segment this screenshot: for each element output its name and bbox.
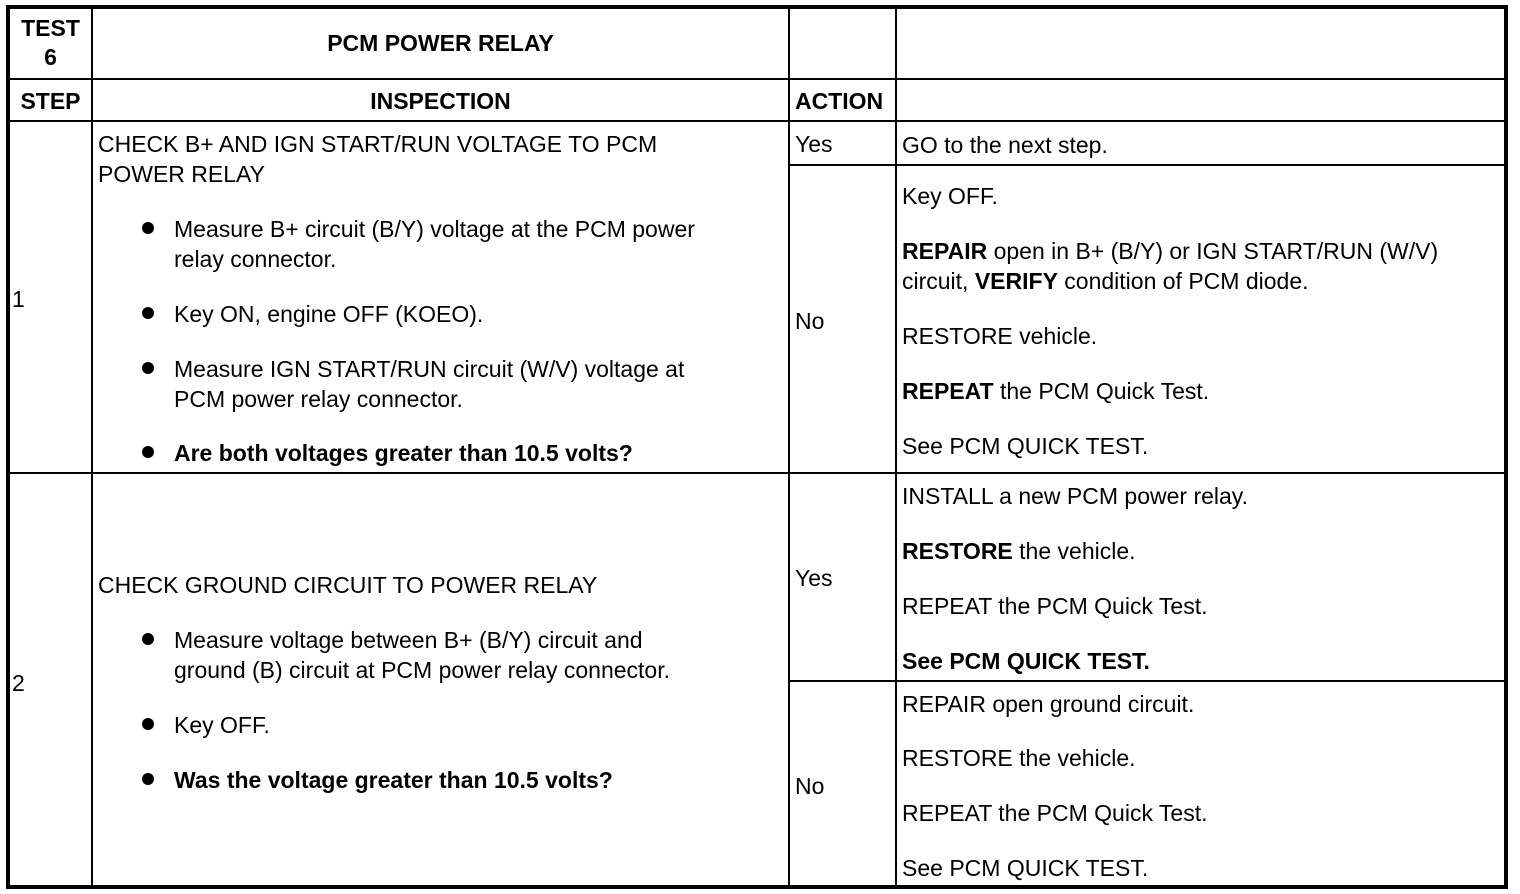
test-number: 6	[44, 44, 57, 70]
action-yes-text: REPEAT the PCM Quick Test.	[902, 593, 1208, 619]
action-rest: the vehicle.	[1012, 538, 1136, 564]
action-yes-text: INSTALL a new PCM power relay.	[902, 483, 1248, 509]
divider-step2-yes-no	[788, 680, 1508, 682]
table-border-bottom	[6, 885, 1508, 889]
divider-step1-step2	[6, 472, 1508, 474]
action-no-text-continued	[902, 266, 1309, 296]
divider-step1-yes-no	[788, 164, 1508, 166]
divider-step-col	[91, 5, 93, 889]
action-no-text: RESTORE the vehicle.	[902, 745, 1136, 771]
bullet-icon	[142, 307, 154, 319]
inspection-bullet-continued: relay connector.	[174, 246, 337, 272]
action-no-label: No	[795, 308, 825, 334]
bullet-icon	[142, 718, 154, 730]
action-rest: circuit,	[902, 268, 975, 294]
divider-header-row	[6, 120, 1508, 122]
inspection-question: Was the voltage greater than 10.5 volts?	[174, 767, 613, 793]
bullet-icon	[142, 222, 154, 234]
action-verb: VERIFY	[974, 268, 1058, 294]
action-yes-label: Yes	[795, 565, 833, 591]
action-verb: RESTORE	[902, 538, 1013, 564]
action-yes-text: See PCM QUICK TEST.	[902, 648, 1150, 674]
column-header-step: STEP	[20, 88, 81, 114]
action-verb: REPAIR	[902, 238, 988, 264]
bullet-icon	[142, 633, 154, 645]
column-header-action: ACTION	[795, 88, 884, 114]
inspection-bullet: Measure B+ circuit (B/Y) voltage at the PCM power	[174, 216, 695, 242]
action-no-text: REPEAT the PCM Quick Test.	[902, 800, 1208, 826]
table-border-right	[1504, 5, 1508, 889]
inspection-bullet-continued: ground (B) circuit at PCM power relay connector.	[174, 657, 670, 683]
action-no-text: REPAIR open ground circuit.	[902, 691, 1195, 717]
action-yes-text	[902, 536, 1136, 566]
action-rest: the PCM Quick Test.	[993, 378, 1210, 404]
bullet-icon	[142, 446, 154, 458]
action-no-text: See PCM QUICK TEST.	[902, 855, 1149, 881]
action-no-text: See PCM QUICK TEST.	[902, 433, 1149, 459]
inspection-bullet-continued: PCM power relay connector.	[174, 386, 463, 412]
action-rest: open in B+ (B/Y) or IGN START/RUN (W/V)	[987, 238, 1439, 264]
bullet-icon	[142, 773, 154, 785]
step-number: 1	[12, 286, 25, 312]
inspection-bullet: Measure voltage between B+ (B/Y) circuit and	[174, 627, 643, 653]
action-yes-label: Yes	[795, 131, 833, 157]
test-label: TEST	[21, 15, 80, 41]
action-no-text: Key OFF.	[902, 183, 998, 209]
action-rest: condition of PCM diode.	[1057, 268, 1309, 294]
column-header-inspection: INSPECTION	[370, 88, 511, 114]
inspection-question: Are both voltages greater than 10.5 volts?	[174, 440, 633, 466]
action-no-label: No	[795, 773, 825, 799]
table-border-top	[6, 5, 1508, 9]
divider-inspection-col	[788, 5, 790, 889]
action-no-text	[902, 236, 1438, 266]
divider-action-col	[895, 5, 897, 889]
divider-title-row	[6, 78, 1508, 80]
action-no-text	[902, 376, 1209, 406]
page-title: PCM POWER RELAY	[327, 30, 554, 56]
step-heading: CHECK B+ AND IGN START/RUN VOLTAGE TO PCM	[98, 131, 658, 157]
inspection-bullet: Measure IGN START/RUN circuit (W/V) voltage at	[174, 356, 685, 382]
table-border-left	[6, 5, 10, 889]
inspection-bullet: Key ON, engine OFF (KOEO).	[174, 301, 484, 327]
action-verb: REPEAT	[902, 378, 994, 404]
action-no-text: RESTORE vehicle.	[902, 323, 1098, 349]
step-heading: CHECK GROUND CIRCUIT TO POWER RELAY	[98, 572, 598, 598]
step-number: 2	[12, 670, 25, 696]
bullet-icon	[142, 362, 154, 374]
action-yes-text: GO to the next step.	[902, 132, 1108, 158]
inspection-bullet: Key OFF.	[174, 712, 270, 738]
step-heading-continued: POWER RELAY	[98, 161, 265, 187]
